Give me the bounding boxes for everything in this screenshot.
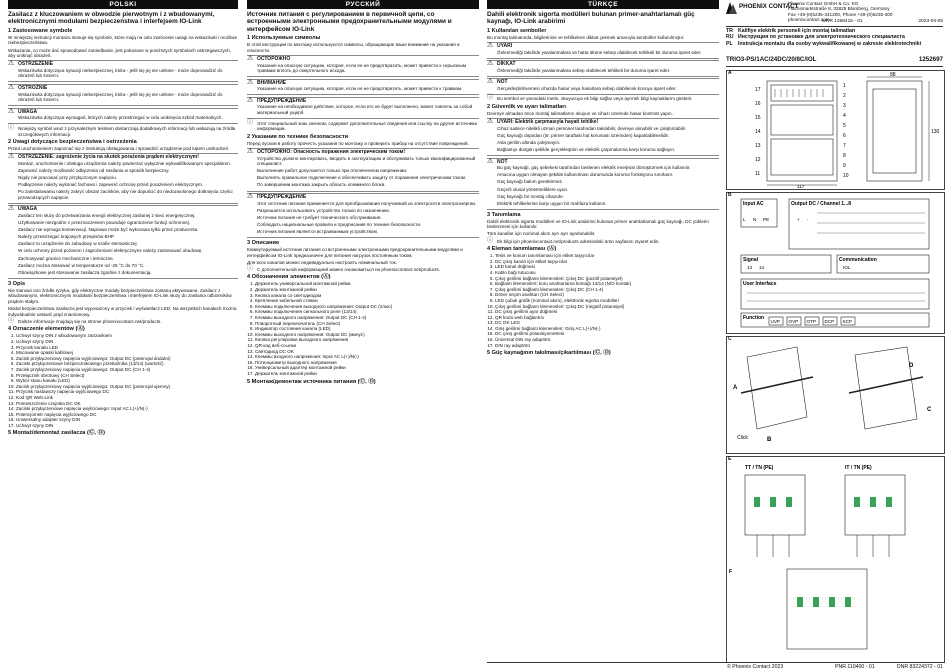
- list-item: 3. Przycisk kanału LED: [16, 345, 238, 351]
- paragraph: Güç kaynağı bir montaj cihazıdır.: [497, 193, 564, 199]
- dim-width: 88: [890, 72, 896, 78]
- language-header: TÜRKÇE: [487, 0, 719, 9]
- column-russian: [247, 0, 479, 671]
- language-title-rows: [726, 28, 943, 47]
- paragraph: Устройство должно монтировать, вводить в эксплуатацию и обслуживать только квалифицированный специалист.: [257, 155, 476, 167]
- paragraph: Należy przestrzegać krajowych przepisów BHP.: [18, 234, 115, 240]
- paragraph: Bu montaj talimatında, bilgilerinize ve tehlikelere dikkat çekmek amacıyla semboller kullanılmıştır.: [487, 34, 685, 40]
- warning-box: [487, 78, 719, 95]
- product-name: TRIO3-PS/1AC/24DC/20/8C/IOL: [726, 56, 817, 63]
- warning-box: [487, 158, 719, 210]
- callout: 12: [755, 157, 761, 163]
- svg-text:PE: PE: [763, 217, 770, 222]
- step-d: D: [909, 363, 914, 369]
- callout: 7: [843, 143, 846, 149]
- figure-label: E: [728, 456, 732, 462]
- list-item: 10. Zacisk przyłączeniowy napięcia wyjściowego: Output DC (potencjał ujemny): [16, 384, 238, 390]
- warning-title: ⚠ ОСТОРОЖНО: Опасность поражения электрическим током!: [257, 148, 405, 155]
- paragraph: Po zainstalowaniu należy zakryć obszar zacisków, aby nie dopuścić do niedozwolonego dotknięcia części przewodzących napięcie.: [18, 189, 233, 200]
- paragraph: Gerçekleştirilmemesi cihazda hasar veya hasarlara sebep olabilecek konuya işaret eder.: [497, 85, 677, 91]
- warning-box: [247, 55, 479, 77]
- paragraph: Devreye almadan önce montaj talimatlarını okuyun ve cihazı üzerinde hasar kontrolü yapın.: [487, 111, 673, 117]
- function-label: Function: [743, 315, 765, 321]
- list-item: 1. Uchwyt szyny DIN z wbudowanym zatrzaskiem: [16, 333, 238, 339]
- svg-text:SCP: SCP: [842, 319, 852, 324]
- svg-text:IOL: IOL: [843, 265, 851, 270]
- list-item: 6. Zaciski przyłączeniowe bezpiecznikowego przekaźnika (13/14) (wartość): [16, 361, 238, 367]
- dim-height: 130: [931, 129, 940, 135]
- sections: [247, 35, 479, 385]
- list-item: 16. Uniwersalny adapter szyny DIN: [16, 417, 238, 423]
- communication-label: Communication: [839, 257, 877, 263]
- info-note: ⓘ Ek bilgi için phoenixcontact.net/products adresindeki ürün sayfasını ziyaret edin.: [487, 239, 719, 245]
- figure-label: A: [728, 70, 732, 76]
- figure-b-block-diagram: [726, 192, 945, 334]
- lang-row-tr: TR Kalifiye elektrik personeli için montaj talimatları: [726, 28, 856, 34]
- list-item: 2. DC çıkış kanalı için etiket taşıyıcılar: [495, 259, 719, 265]
- svg-text:14: 14: [759, 265, 765, 270]
- paragraph: Wskazówka dotycząca wymagań, których należy przestrzegać w celu uniknięcia szkód materialnych.: [18, 115, 223, 121]
- block-diagram: [727, 193, 944, 333]
- column-turkish: [487, 0, 719, 671]
- it-label: IT / TN (PE): [845, 465, 872, 471]
- figure-c-mounting: [726, 336, 945, 454]
- click-label: Click: [737, 435, 748, 441]
- step-b: B: [767, 437, 772, 443]
- warning-title: ⚠ UWAGA: [18, 108, 38, 115]
- list-item: 5. Клеммы подключения выходного напряжения: Output DC (плюс): [255, 304, 479, 310]
- paragraph: Amacına uygun olmayan şekilde kullanılması durumunda koruma fonksiyonu sınırlanır.: [497, 172, 674, 178]
- paragraph: Elektrik tehlikelerine karşı uygun bir mahfaza kullanın.: [497, 200, 607, 206]
- paragraph: Wskazówka dotycząca sytuacji niebezpiecznej, która - jeśli się jej nie uniknie - może doprowadzić do obrażeń lub śmierci.: [18, 91, 223, 103]
- warning-title: ⚠ OSTRZEŻENIE: zagrożenie życia na skutek porażenia prądem elektrycznym!: [18, 154, 199, 161]
- logo-word-1: PHOENIX CONTACT: [739, 3, 799, 10]
- paragraph: В этой инструкции по монтажу используются символы, обращающие ваше внимание на указания и опасности.: [247, 42, 460, 53]
- section-heading: 5 Güç kaynağının takılması/çıkartılması (Ⓒ, Ⓓ): [487, 350, 611, 357]
- warning-title: ⚠ ОСТОРОЖНО: [257, 55, 291, 62]
- section-heading: 5 Монтаж/демонтаж источника питания (Ⓒ, Ⓓ): [247, 378, 376, 385]
- output-dc-label: Output DC / Channel 1...8: [791, 201, 852, 207]
- paragraph: Источник питания является встраиваемым устройством.: [257, 228, 378, 234]
- list-item: 17. Держатель монтажной рейки: [255, 371, 479, 377]
- paragraph: Wskazania, co może dać spowodować zaniedbanie, jest pokazane w poniższych symbolach ostrzegawczych, aby uniknąć obrażeń.: [8, 47, 231, 59]
- warning-title: ⚠ ПРЕДУПРЕЖДЕНИЕ: [257, 97, 307, 104]
- warning-title: ⚠ UWAGA: [18, 206, 38, 213]
- language-header: РУССКИЙ: [247, 0, 479, 9]
- list-item: 1. Tesis ve konum tanımlaması için etiket taşıyıcılar: [495, 253, 719, 259]
- paragraph: Указание на необходимое действие, которое, если его не будет выполнено, может повлечь за собой материальный ущерб.: [257, 104, 473, 116]
- callout: 11: [755, 171, 761, 177]
- list-item: 3. Кнопка канала со светодиодом: [255, 293, 479, 299]
- section-heading: 2 Uwagi dotyczące bezpieczeństwa i ostrzeżenia: [8, 139, 137, 146]
- list-item: 1. Держатель универсальной монтажной рейки: [255, 281, 479, 287]
- warning-box: [8, 108, 238, 125]
- paragraph: Bu güç kaynağı, güç şebekesi tarafından beslenen elektrik enerjisini dönüştürmek için kullanılır.: [497, 165, 691, 171]
- list-item: 13. Светодиод DC OK: [255, 349, 479, 355]
- address-line: Fax +49-(0)5235-341200, Phone +49-(0)5235-300: [788, 11, 893, 17]
- paragraph: W niniejszej instrukcji montażu stosuje się symbole, które mają na celu zwrócenie uwagi na wskazówki i możliwe niebezpieczeństwa.: [8, 34, 238, 46]
- svg-text:13: 13: [747, 265, 753, 270]
- section-heading: 3 Описание: [247, 240, 280, 247]
- callout: 5: [843, 123, 846, 129]
- element-list: [487, 253, 719, 348]
- document-date: 2023-04-05: [918, 19, 943, 24]
- warning-title: ⚠ DİKKAT: [497, 61, 516, 68]
- section-heading: 1 Zastosowane symbole: [8, 27, 73, 34]
- wiring-drawing: [727, 457, 944, 662]
- document-title: Источник питания с регулированием в первичной цепи, со встроенными электронными предохранительными модулями и интерфейсом IO-Link: [247, 11, 452, 33]
- section-heading: 4 Eleman tanımlaması (Ⓐ): [487, 246, 557, 253]
- paragraph: Nie stanowi ono źródła ryzyka, gdy elektryczne moduły bezpieczeństwa zostaną aktywowane. Zasilacz z wbudowanymi, elektronicznymi modułami bezpieczeństwa i interfejsem IO-Link służy do zasilania odbiorników prądem stałym.: [8, 287, 232, 304]
- paragraph: Выполнение работ допускается только при отключенном напряжении.: [257, 168, 408, 174]
- address-line: Flachsmarktstraße 8, 32825 Blomberg, Germany: [788, 6, 890, 12]
- section-heading: 4 Oznaczenie elementów (Ⓐ): [8, 326, 85, 333]
- tt-label: TT / TN (PE): [745, 465, 774, 471]
- paragraph: Zasilacz ten służy do przetwarzania energii elektrycznej zasilanej z sieci energetycznej.: [18, 212, 196, 218]
- list-item: 7. Zacisk przyłączeniowy napięcia wyjściowego: Output DC (CH 1-4): [16, 367, 238, 373]
- phoenix-contact-logo: [726, 0, 799, 16]
- warning-title: ⚠ OSTROŻNIE: [18, 84, 48, 91]
- paragraph: Zapewnić należy możliwość odłączenia od zasilania w sposób bezpieczny.: [18, 167, 170, 173]
- paragraph: Zasilacz to urządzenie do zabudowy w szafie sterowniczej.: [18, 241, 138, 247]
- warning-title: ⚠ UYARI: [497, 42, 513, 49]
- list-item: 15. Потенциометр выходного напряжения: [255, 360, 479, 366]
- paragraph: Bağlantıyı düzgün şekilde gerçekleştirin ve elektrik çarpmalarına karşı koruma sağlayın.: [497, 147, 676, 153]
- warning-box: [247, 79, 479, 96]
- figure-e-wiring: [726, 456, 945, 663]
- warning-box: [487, 60, 719, 77]
- list-item: 4. Mocowanie opaski kablowej: [16, 350, 238, 356]
- paragraph: Nigdy nie pracować przy przyłączonym napięciu.: [18, 175, 118, 180]
- callout: 16: [755, 101, 761, 107]
- list-item: 16. Универсальный адаптер монтажной рейки: [255, 365, 479, 371]
- svg-text:DCP: DCP: [824, 319, 835, 324]
- list-item: 15. Potencjometr napięcia wyjściowego DC: [16, 412, 238, 418]
- svg-text:L: L: [743, 217, 746, 222]
- mnr-row: [726, 19, 943, 27]
- section-heading: 5 Montaż/demontaż zasilacza (Ⓒ, Ⓓ): [8, 430, 105, 437]
- list-item: 3. LED kanal düğmesi: [495, 264, 719, 270]
- lang-row-pl: PL Instrukcja montażu dla osoby wykwalifikowanej w zakresie elektrotechniki: [726, 40, 922, 47]
- list-item: 10. Çıkış gerilimi bağlantı klemensleri: Çıkış DC (negatif potansiyel): [495, 304, 719, 310]
- document-title: Zasilacz z kluczowaniem w obwodzie pierwotnym i z wbudowanymi, elektronicznymi modułami bezpieczeństwa i interfejsem IO-Link: [8, 11, 215, 26]
- page-footer: [487, 662, 943, 671]
- warning-box: [8, 84, 238, 106]
- list-item: 11. Кнопка регулировки выходного напряжения: [255, 337, 479, 343]
- warning-title: ⚠ NOT: [497, 79, 508, 86]
- list-item: 14. Giriş gerilimi bağlantı klemensleri: Giriş AC L(+)/N(-): [495, 326, 719, 332]
- warning-box: [487, 118, 719, 156]
- info-note: ⓘ С дополнительной информацией можно ознакомиться на phoenixcontact.net/products.: [247, 267, 479, 273]
- list-item: 2. Uchwyt szyny DIN: [16, 339, 238, 345]
- list-item: 13. Pomieszczenie czujnika DC OK: [16, 401, 238, 407]
- element-list: [247, 281, 479, 376]
- section-heading: 2 Güvenlik ve uyarı talimatları: [487, 104, 566, 111]
- paragraph: Перед пуском в работу прочесть указания по монтажу и проверить прибор на отсутствие повреждений.: [247, 140, 469, 146]
- footer-dnr: DNR 83224372 - 01: [896, 664, 943, 670]
- callout: 6: [843, 133, 846, 139]
- paragraph: Montaż, uruchomienie i obsługa urządzenia należy powierzać wyłącznie wykwalifikowanym specjalistom.: [18, 160, 231, 166]
- paragraph: Этот источник питания применяется для преобразования получаемой из электросети электроэнергии.: [257, 200, 477, 206]
- list-item: 5. Zacisk przyłączeniowy napięcia wyjściowego: Output DC (potencjał dodatni): [16, 356, 238, 362]
- warning-box: [247, 148, 479, 192]
- svg-text:+: +: [797, 217, 800, 222]
- paragraph: Tüm kanallar için nominal akım ayrı ayrı ayarlanabilir.: [487, 231, 596, 237]
- info-note: ⓘ Этот специальный знак значком, содержит дополнительные сведения или ссылку на другие источники информации.: [247, 121, 479, 132]
- signal-label: Signal: [743, 257, 759, 263]
- list-item: 16. Üniversal DIN ray adaptörü: [495, 337, 719, 343]
- list-item: 9. Индикатор состояния канала (LED): [255, 326, 479, 332]
- article-number: 1252697: [918, 56, 943, 63]
- address-line: Phoenix Contact GmbH & Co. KG: [788, 1, 859, 6]
- paragraph: Geçerli ulusal yönetmeliklere uyun.: [497, 186, 569, 192]
- warning-box: [247, 193, 479, 238]
- paragraph: По завершении монтажа закрыть область клеммного блока.: [257, 182, 386, 188]
- svg-text:-: -: [807, 217, 809, 222]
- list-item: 12. QR kodu web bağlantısı: [495, 315, 719, 321]
- list-item: 17. DIN ray adaptörü: [495, 343, 719, 349]
- document-title: Dahili elektronik sigorta modülleri bulunan primer-anahtarlamalı güç kaynağı, IO-Link arabirimi: [487, 11, 695, 26]
- list-item: 6. Клеммы подключения сигнального реле (13/14): [255, 309, 479, 315]
- paragraph: Podłączenie należy wykonać fachowo i zapewnić ochronę przed porażeniem elektrycznym.: [18, 182, 204, 188]
- mounting-drawing: [727, 337, 944, 453]
- warning-title: ⚠ ВНИМАНИЕ: [257, 79, 287, 86]
- paragraph: Соблюдать национальные правила и предписания по технике безопасности.: [257, 221, 422, 227]
- paragraph: Güç kaynağı dışardan (ör. primer taraftaki hat koruması üzerinden) kapatılabilmelidir.: [497, 132, 670, 138]
- section-heading: 3 Tanımlama: [487, 211, 521, 218]
- callout: 1: [843, 83, 846, 89]
- list-item: 5. Çıkış gerilimi bağlantı klemensleri: Çıkış DC (pozitif potansiyel): [495, 276, 719, 282]
- column-polski: [8, 0, 238, 671]
- sections: [487, 28, 719, 357]
- callout: 14: [755, 129, 761, 135]
- section-heading: 3 Opis: [8, 280, 26, 287]
- element-list: [8, 333, 238, 428]
- callout: 8: [843, 153, 846, 159]
- list-item: 2. Держатель монтажной рейки: [255, 287, 479, 293]
- warning-box: [8, 205, 238, 278]
- mnr-number: MNR 1368415 - 01: [822, 19, 863, 24]
- figure-a-device: [726, 70, 945, 190]
- list-item: 8. Döner seçim anahtarı (CH Select): [495, 292, 719, 298]
- callout: 10: [843, 173, 849, 179]
- svg-text:OTP: OTP: [806, 319, 816, 324]
- list-item: 8. Przełącznik obrotowy (CH Select): [16, 373, 238, 379]
- callout: 13: [755, 143, 761, 149]
- address-line: phoenixcontact.com: [788, 16, 830, 22]
- figure-label: C: [728, 336, 732, 342]
- language-header: POLSKI: [8, 0, 238, 9]
- list-item: 11. Przycisk nastawczy napięcia wyjściowego DC: [16, 389, 238, 395]
- paragraph: Указание на опасную ситуацию, которая, если ее не предотвратить, может привести к травмам.: [257, 86, 463, 92]
- list-item: 15. DC çıkış gerilimi potansiyometresi: [495, 331, 719, 337]
- warning-box: [487, 42, 719, 59]
- info-note: ⓘ Niniejszy symbol wraz z przynależnym tekstem dostarczają dodatkowych informacji lub wskazują na źródła szczegółowych informacji.: [8, 126, 238, 137]
- section-heading: 4 Обозначения элементов (Ⓐ): [247, 274, 331, 281]
- paragraph: W celu ochrony przed pożarem i zagrożeniami elektrycznymi należy zastosować obudowę.: [18, 248, 203, 254]
- paragraph: Для всех каналов можно индивидуально настроить номинальный ток.: [247, 259, 397, 265]
- paragraph: Asla gerilim altında çalışmayın.: [497, 139, 561, 145]
- paragraph: Przed uruchomieniem zapoznać się z instrukcją obsługowania i sprawdzić urządzenie pod kątem uszkodzeń.: [8, 146, 230, 152]
- lang-row-ru: RU Инструкция по установке для электротехнического специалиста: [726, 34, 905, 41]
- list-item: 7. Клеммы выходного напряжения: Output DC (CH 1-4): [255, 315, 479, 321]
- info-note: ⓘ Dalsze informacje znajdują się na stronie phoenixcontact.net/products.: [8, 319, 238, 325]
- list-item: 14. Zaciski przyłączeniowe napięcia wejściowego: Input AC L(+)/N(-): [16, 406, 238, 412]
- section-heading: 1 Используемые символы: [247, 35, 321, 42]
- list-item: 14. Клеммы входного напряжения: Input AC L(+)/N(-): [255, 354, 479, 360]
- footer-copyright: © Phoenix Contact 2023: [727, 664, 784, 670]
- warning-box: [8, 60, 238, 82]
- warning-title: ⚠ UYARI: Elektrik çarpmasıyla hayati tehlike!: [497, 119, 599, 126]
- list-item: 4. Крепление кабельной стяжки: [255, 298, 479, 304]
- figure-label: B: [728, 192, 732, 198]
- user-interface-label: User Interface: [743, 281, 777, 287]
- list-item: 6. Bağlantı klemensleri; koru anahtarlama kontağı 13/14 (N/O kontak): [495, 281, 719, 287]
- paragraph: Obowiązkowe jest stosowanie zasilacza zgodnie z dokumentacją.: [18, 269, 152, 275]
- callout: 15: [755, 115, 761, 121]
- list-item: 10. Клеммы выходного напряжения: Output DC (минус): [255, 332, 479, 338]
- figure-label-f: F: [729, 569, 733, 575]
- list-item: 7. Çıkış gerilimi bağlantı klemensleri: Çıkış DC (CH 1-4): [495, 287, 719, 293]
- svg-text:UVP: UVP: [770, 319, 780, 324]
- paragraph: Önlenmediği takdirde yaralanmalara sebep olabilecek tehlikeli bir duruma işaret eder.: [497, 67, 671, 73]
- list-item: 11. DC çıkış gerilimi ayar düğmesi: [495, 309, 719, 315]
- step-c: C: [927, 407, 932, 413]
- paragraph: Użytkowanie niezgodne z przeznaczeniem powoduje ograniczenie funkcji ochronnej.: [18, 220, 191, 226]
- callout: 17: [755, 87, 761, 93]
- svg-text:OVP: OVP: [788, 319, 799, 324]
- info-note: ⓘ Bu sembol ve yanındaki metin, okuyucuya ek bilgi sağlar veya ayrıntılı bilgi kaynaklarını gösterir.: [487, 96, 719, 102]
- paragraph: Коммутируемый источник питания со встроенными электронными предохранительными модулями и интерфейсом IO-Link предназначен для питания нагрузок постоянным током.: [247, 247, 463, 258]
- paragraph: Указание на опасную ситуацию, которая, если ее не предотвратить, может привести к серьезным травмам вплоть до смертельного исхода.: [257, 62, 467, 74]
- column-figures: [726, 0, 943, 671]
- paragraph: Güç kaynağı bakım gerektirmez.: [497, 179, 564, 185]
- paragraph: Wskazówka dotycząca sytuacji niebezpiecznej, która - jeśli się jej nie uniknie - może doprowadzić do obrażeń lub śmierci.: [18, 67, 223, 79]
- device-drawing: [727, 71, 944, 189]
- paragraph: Источник питания не требует технического обслуживания.: [257, 214, 382, 220]
- warning-box: [247, 97, 479, 119]
- paragraph: Moduł bezpieczeństwa zasilacza jest wyposażony w przycisk i wyświetlacz LED. Na wszystkich kanałach można indywidualnie ustawić prąd znamionowy.: [8, 306, 237, 317]
- footer-pnr: PNR 110400 - 01: [835, 664, 875, 670]
- paragraph: Zasilacz nie wymaga konserwacji. Naprawa może być wykonana tylko przez producenta.: [18, 227, 199, 233]
- sections: [8, 28, 238, 438]
- callout: 9: [843, 163, 846, 169]
- paragraph: Cihaz sadece nitelikli uzman personel tarafından takılabilir, devreye alınabilir ve çalıştırılabilir.: [497, 125, 687, 131]
- dim-depth: 117: [797, 184, 805, 189]
- list-item: 12. QR-код веб-ссылки: [255, 343, 479, 349]
- callout: 2: [843, 93, 846, 99]
- step-a: A: [733, 385, 738, 391]
- paragraph: Zasilacz można stosować w temperaturze od -25 °C do 70 °C.: [18, 262, 145, 268]
- list-item: 12. Kod QR Web-Link: [16, 395, 238, 401]
- callout: 4: [843, 113, 846, 119]
- input-ac-label: Input AC: [743, 201, 764, 207]
- section-heading: 1 Kullanılan semboller: [487, 27, 547, 34]
- list-item: 17. Uchwyt szyny DIN: [16, 423, 238, 429]
- paragraph: Önlenmediği takdirde yaralanmalara ve hatta ölüme sebep olabilecek tehlikeli bir duruma işaret eder.: [497, 49, 702, 55]
- product-row: [726, 57, 943, 67]
- paragraph: Zachowywać granice mechaniczne i termiczne.: [18, 255, 114, 261]
- svg-text:N: N: [753, 217, 757, 222]
- paragraph: Выполнять правильное подключение и обеспечивать защиту от поражения электрическим током.: [257, 175, 467, 181]
- section-heading: 2 Указания по технике безопасности: [247, 133, 349, 140]
- list-item: 4. Kablo bağı tutucusu: [495, 270, 719, 276]
- warning-title: ⚠ NOT: [497, 158, 508, 165]
- list-item: 9. LED çubuk grafik (nominal akım), elektronik sigorta modülleri: [495, 298, 719, 304]
- paragraph: Dahili elektronik sigorta modülleri ve IO-Link arabirimi bulunan primer anahtarlamalı güç kaynağı, DC yüklerin beslenmesi için kullanılır.: [487, 218, 709, 230]
- warning-box: [8, 153, 238, 204]
- paragraph: Разрешается использовать устройство только по назначению.: [257, 207, 391, 213]
- warning-title: ⚠ OSTRZEŻENIE: [18, 61, 54, 68]
- list-item: 8. Поворотный переключатель (CH Select): [255, 321, 479, 327]
- warning-title: ⚠ ПРЕДУПРЕЖДЕНИЕ: [257, 194, 307, 200]
- list-item: 9. Wybór stanu kanału (LED): [16, 378, 238, 384]
- callout: 3: [843, 103, 846, 109]
- list-item: 13. DC OK LED: [495, 320, 719, 326]
